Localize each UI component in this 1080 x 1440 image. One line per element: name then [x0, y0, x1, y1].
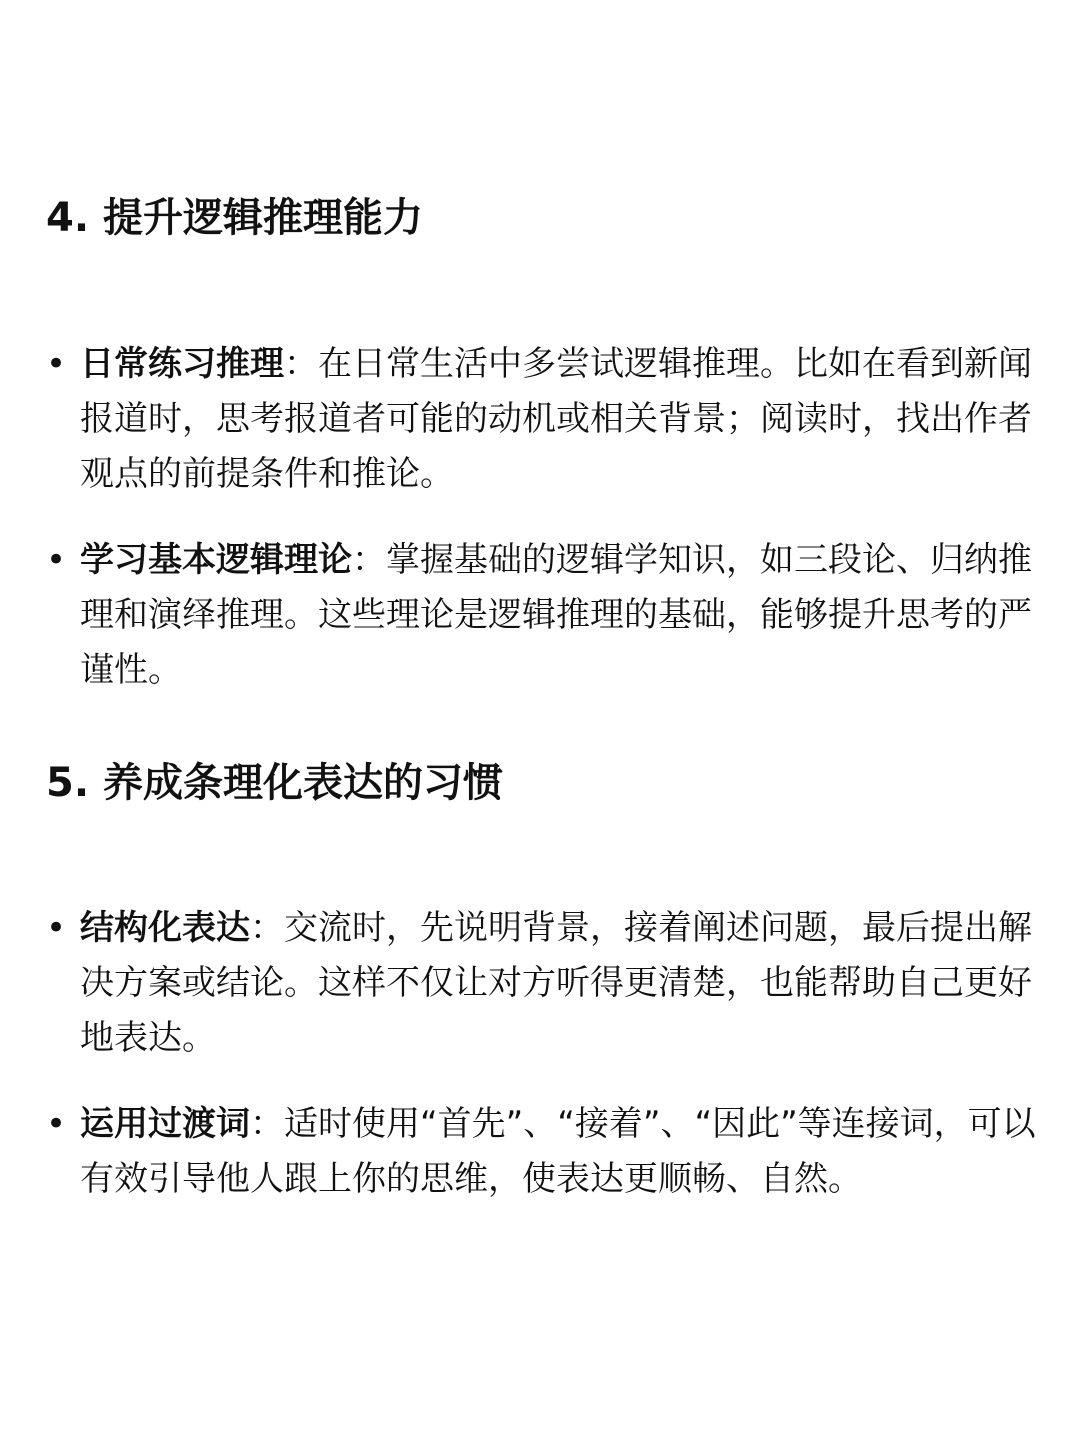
list-item-separator: ：: [284, 344, 318, 384]
list-item-separator: ：: [250, 908, 284, 948]
list-item-separator: ：: [352, 540, 386, 580]
list-item-text: [80, 901, 1046, 1066]
list-item-title: 运用过渡词: [80, 1104, 250, 1144]
list-item-separator: ：: [250, 1104, 284, 1144]
section-heading-5: 5. 养成条理化表达的习惯: [46, 760, 503, 806]
list-item-body: 在日常生活中多尝试逻辑推理。比如在看到新闻报道时，思考报道者可能的动机或相关背景；阅读时，找出作者观点的前提条件和推论。: [80, 344, 1032, 494]
list-item-text: [80, 533, 1046, 698]
section-heading-4: 4. 提升逻辑推理能力: [46, 195, 423, 241]
list-item-body: 交流时，先说明背景，接着阐述问题，最后提出解决方案或结论。这样不仅让对方听得更清楚，也能帮助自己更好地表达。: [80, 908, 1032, 1058]
list-item-title: 日常练习推理: [80, 344, 284, 384]
list-item-title: 结构化表达: [80, 908, 250, 948]
bullet-icon: •: [46, 908, 67, 948]
bullet-icon: •: [46, 1104, 67, 1144]
list-item-title: 学习基本逻辑理论: [80, 540, 352, 580]
list-item-body: 适时使用“首先”、“接着”、“因此”等连接词，可以有效引导他人跟上你的思维，使表达更顺畅、自然。: [80, 1104, 1036, 1199]
bullet-icon: •: [46, 344, 67, 384]
list-item-text: [80, 337, 1046, 502]
list-item-text: [80, 1097, 1046, 1207]
list-item-body: 掌握基础的逻辑学知识，如三段论、归纳推理和演绎推理。这些理论是逻辑推理的基础，能够提升思考的严谨性。: [80, 540, 1032, 690]
bullet-icon: •: [46, 540, 67, 580]
